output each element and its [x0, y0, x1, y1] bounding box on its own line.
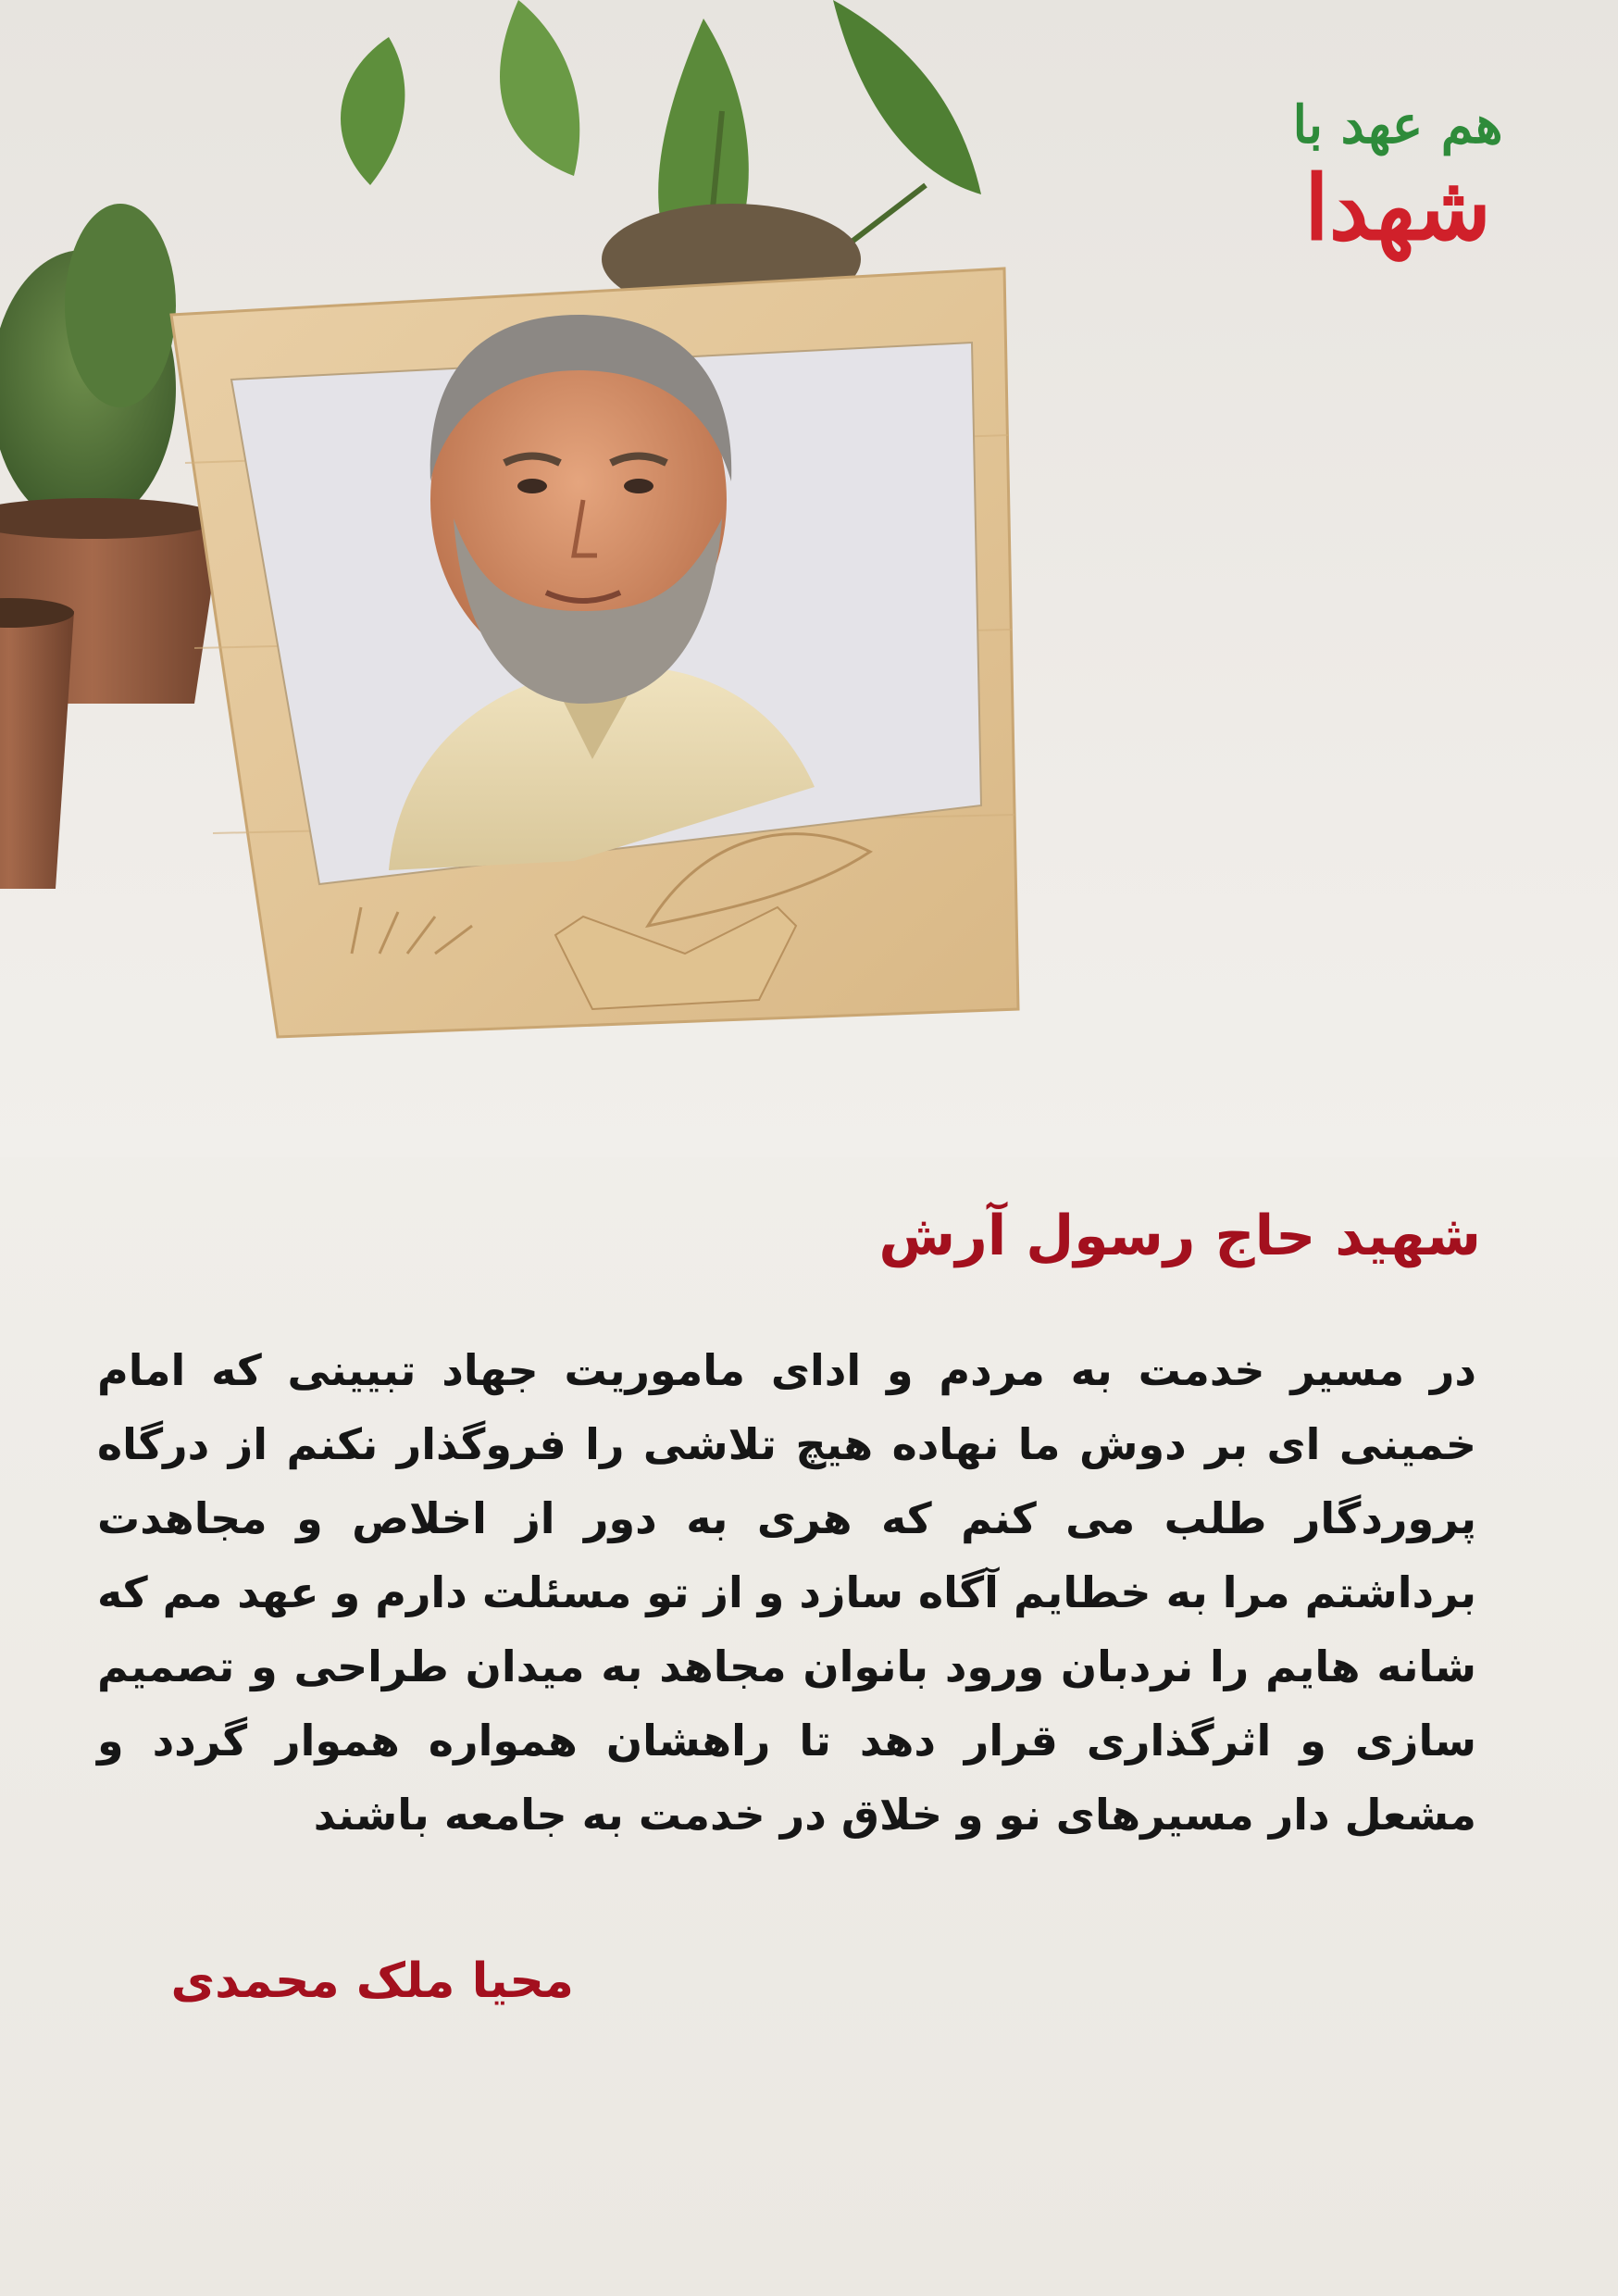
author-name: محیا ملک محمدی: [170, 1953, 574, 2009]
pledge-paragraph: در مسیر خدمت به مردم و ادای ماموریت جهاد تبیینی که امام خمینی ای بر دوش ما نهاده هیچ تلاشی را فروگذار نکنم از درگاه پروردگار طلب می کنم که هری به دور از اخلاص و مجاهدت برداشتم مرا به خطایم آگاه سازد و از تو مسئلت دارم و عهد مم که شانه هایم را نردبان ورود بانوان مجاهد به میدان طراحی و تصمیم سازی و اثرگذاری قرار دهد تا راهشان همواره هموار گردد و مشعل دار مسیرهای نو و خلاق در خدمت به جامعه باشند: [97, 1345, 1476, 1840]
portrait-photo: [231, 315, 981, 884]
logo-line2: شهدا: [1304, 156, 1491, 260]
martyr-name-title: شهید حاج رسول آرش: [878, 1204, 1481, 1268]
logo-line1: هم عهد با: [1292, 94, 1503, 156]
logo: [1194, 56, 1601, 315]
logo-text: [1194, 93, 1601, 259]
